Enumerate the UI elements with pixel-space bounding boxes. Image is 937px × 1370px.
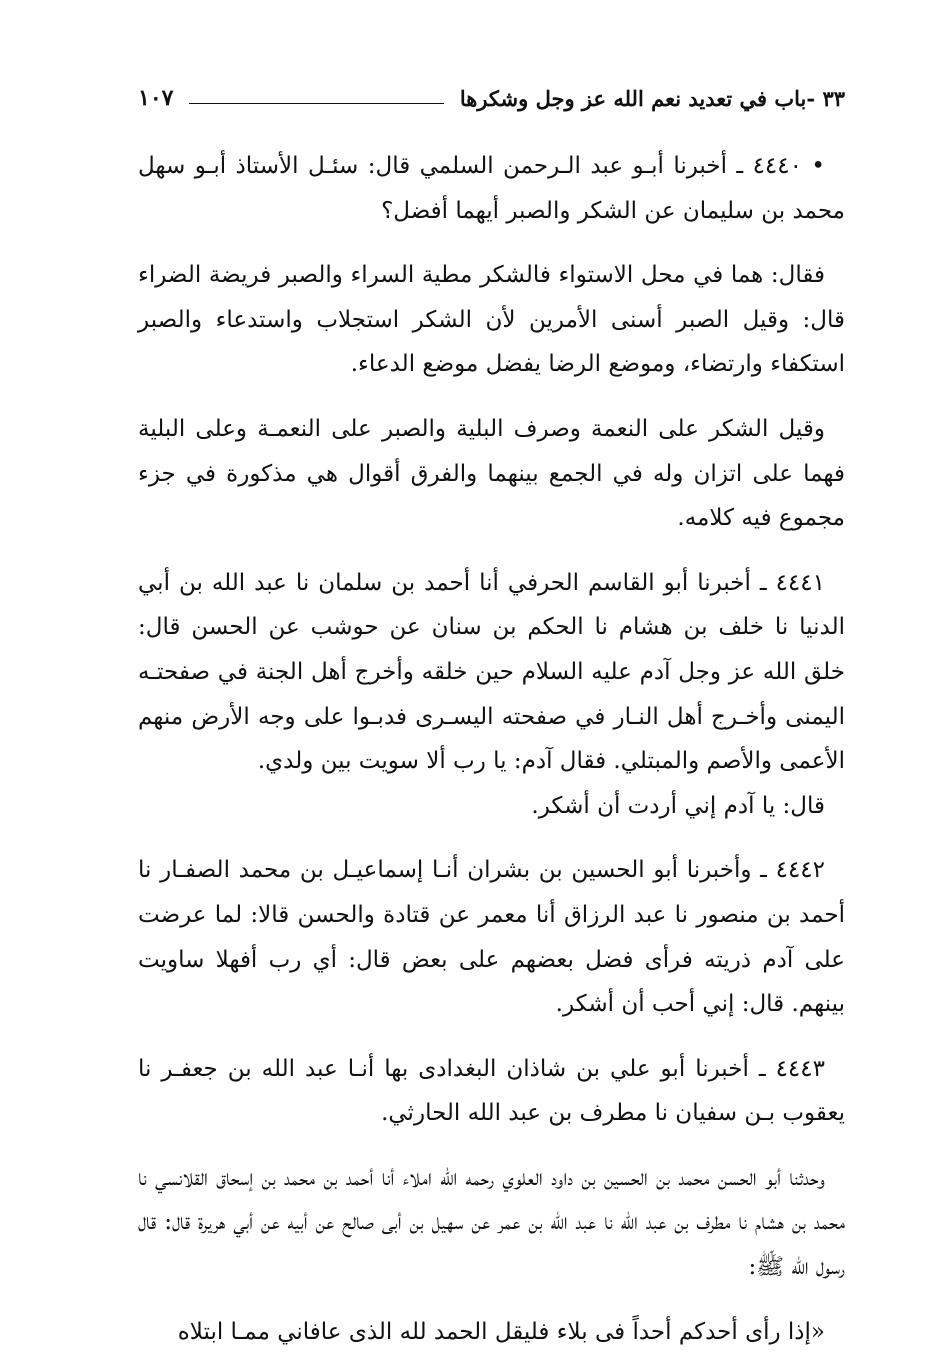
text-line: ٤٤٤٣ ـ أخبرنا أبو علي بن شاذان البغدادى بها أنـا عبد الله بن جعفـر نا: [138, 1055, 825, 1082]
text-line: «إذا رأى أحدكم أحداً فى بلاء فليقل الحمد لله الذى عافاني ممـا ابتلاه: [177, 1318, 825, 1345]
text-line: وقيل الشكر على النعمة وصرف البلية والصبر على النعمـة وعلى البلية: [138, 415, 825, 442]
text-line: وارتضاء، وموضع الرضا يفضل موضع الدعاء.: [350, 351, 763, 378]
text-line: الله ﷺ:: [748, 1254, 809, 1281]
prophetic-quote: [138, 1310, 845, 1355]
text-line: الدنيا نا خلف بن هشام نا الحكم بن سنان عن حوشب عن الحسن قال: خلق: [138, 614, 846, 685]
hadith-4440: [138, 144, 845, 233]
text-line: عبد الله بن عمر عن سهيل بن أبى صالح عن أبيه عن أبي هريرة قال: قال رسول: [138, 1209, 845, 1281]
text-line: أحمد بن محمد بن إسحاق القلانسي نا محمد بن هشام نا مطرف بن عبد الله نا: [138, 1164, 846, 1236]
text-line: • ٤٤٤٠ ـ أخبرنا أبـو عبد الـرحمن السلمي قال: سئـل الأستاذ أبـو سهل: [138, 153, 825, 179]
text-line: قال: إني أحب أن أشكر.: [555, 991, 785, 1018]
header-rule: [189, 103, 443, 104]
text-line: محمد بن سليمان عن الشكر والصبر أيهما أفضل؟: [381, 197, 845, 224]
page-body: [138, 144, 845, 1354]
text-line: فقال: هما في محل الاستواء فالشكر مطية السراء والصبر فريضة الضراء: [138, 262, 825, 289]
text-line: قال: وقيل الصبر أسنى الأمرين لأن الشكر استجلاب واستدعاء والصبر استكفاء: [138, 306, 845, 378]
hadith-4443-chain: [138, 1156, 845, 1290]
text-line: ٤٤٤٢ ـ وأخبرنا أبو الحسين بن بشران أنـا إسماعيـل بن محمد الصفـار: [160, 857, 826, 884]
hadith-4441: [138, 561, 845, 784]
text-line: وأخـرج أهل النـار في صفحته اليسـرى فدبـوا على وجه الأرض منهم الأعمى: [138, 703, 845, 775]
commentary-paragraph: [138, 253, 845, 387]
commentary-paragraph: [138, 407, 845, 541]
text-line: يعقوب بـن سفيان نا مطرف بن عبد الله الحارثي.: [381, 1100, 845, 1127]
hadith-4441-reply: [138, 784, 845, 829]
text-line: الله عز وجل آدم عليه السلام حين خلقه وأخرج أهل الجنة في صفحتـه اليمنى: [138, 658, 846, 730]
hadith-4443: [138, 1047, 845, 1136]
text-line: فهما على اتزان وله في الجمع بينهما والفرق أقوال هي مذكورة في جزء مجموع: [138, 460, 845, 532]
text-line: فيه كلامه.: [677, 505, 772, 532]
running-header: [138, 78, 845, 118]
text-line: نا أحمد بن منصور نا عبد الرزاق أنا معمر عن قتادة والحسن قالا: لما عرضت: [138, 857, 845, 928]
text-line: قال: يا آدم إني أردت أن أشكر.: [531, 792, 825, 819]
text-line: وحدثنا أبو الحسن محمد بن الحسين بن داود العلوي رحمه الله املاء أنا: [381, 1164, 825, 1191]
page-number: ١٠٧: [138, 85, 174, 111]
text-line: ٤٤٤١ ـ أخبرنا أبو القاسم الحرفي أنا أحمد بن سلمان نا عبد الله بن أبي: [138, 569, 825, 596]
chapter-title: ٣٣ -باب في تعديد نعم الله عز وجل وشكرها: [459, 85, 845, 111]
text-line: على آدم ذريته فرأى فضل بعضهم على بعض قال: أي رب أفهلا ساويت بينهم.: [138, 946, 845, 1018]
text-line: والأصم والمبتلي. فقال آدم: يا رب ألا سويت بين ولدي.: [257, 748, 772, 775]
hadith-4442: [138, 848, 845, 1026]
